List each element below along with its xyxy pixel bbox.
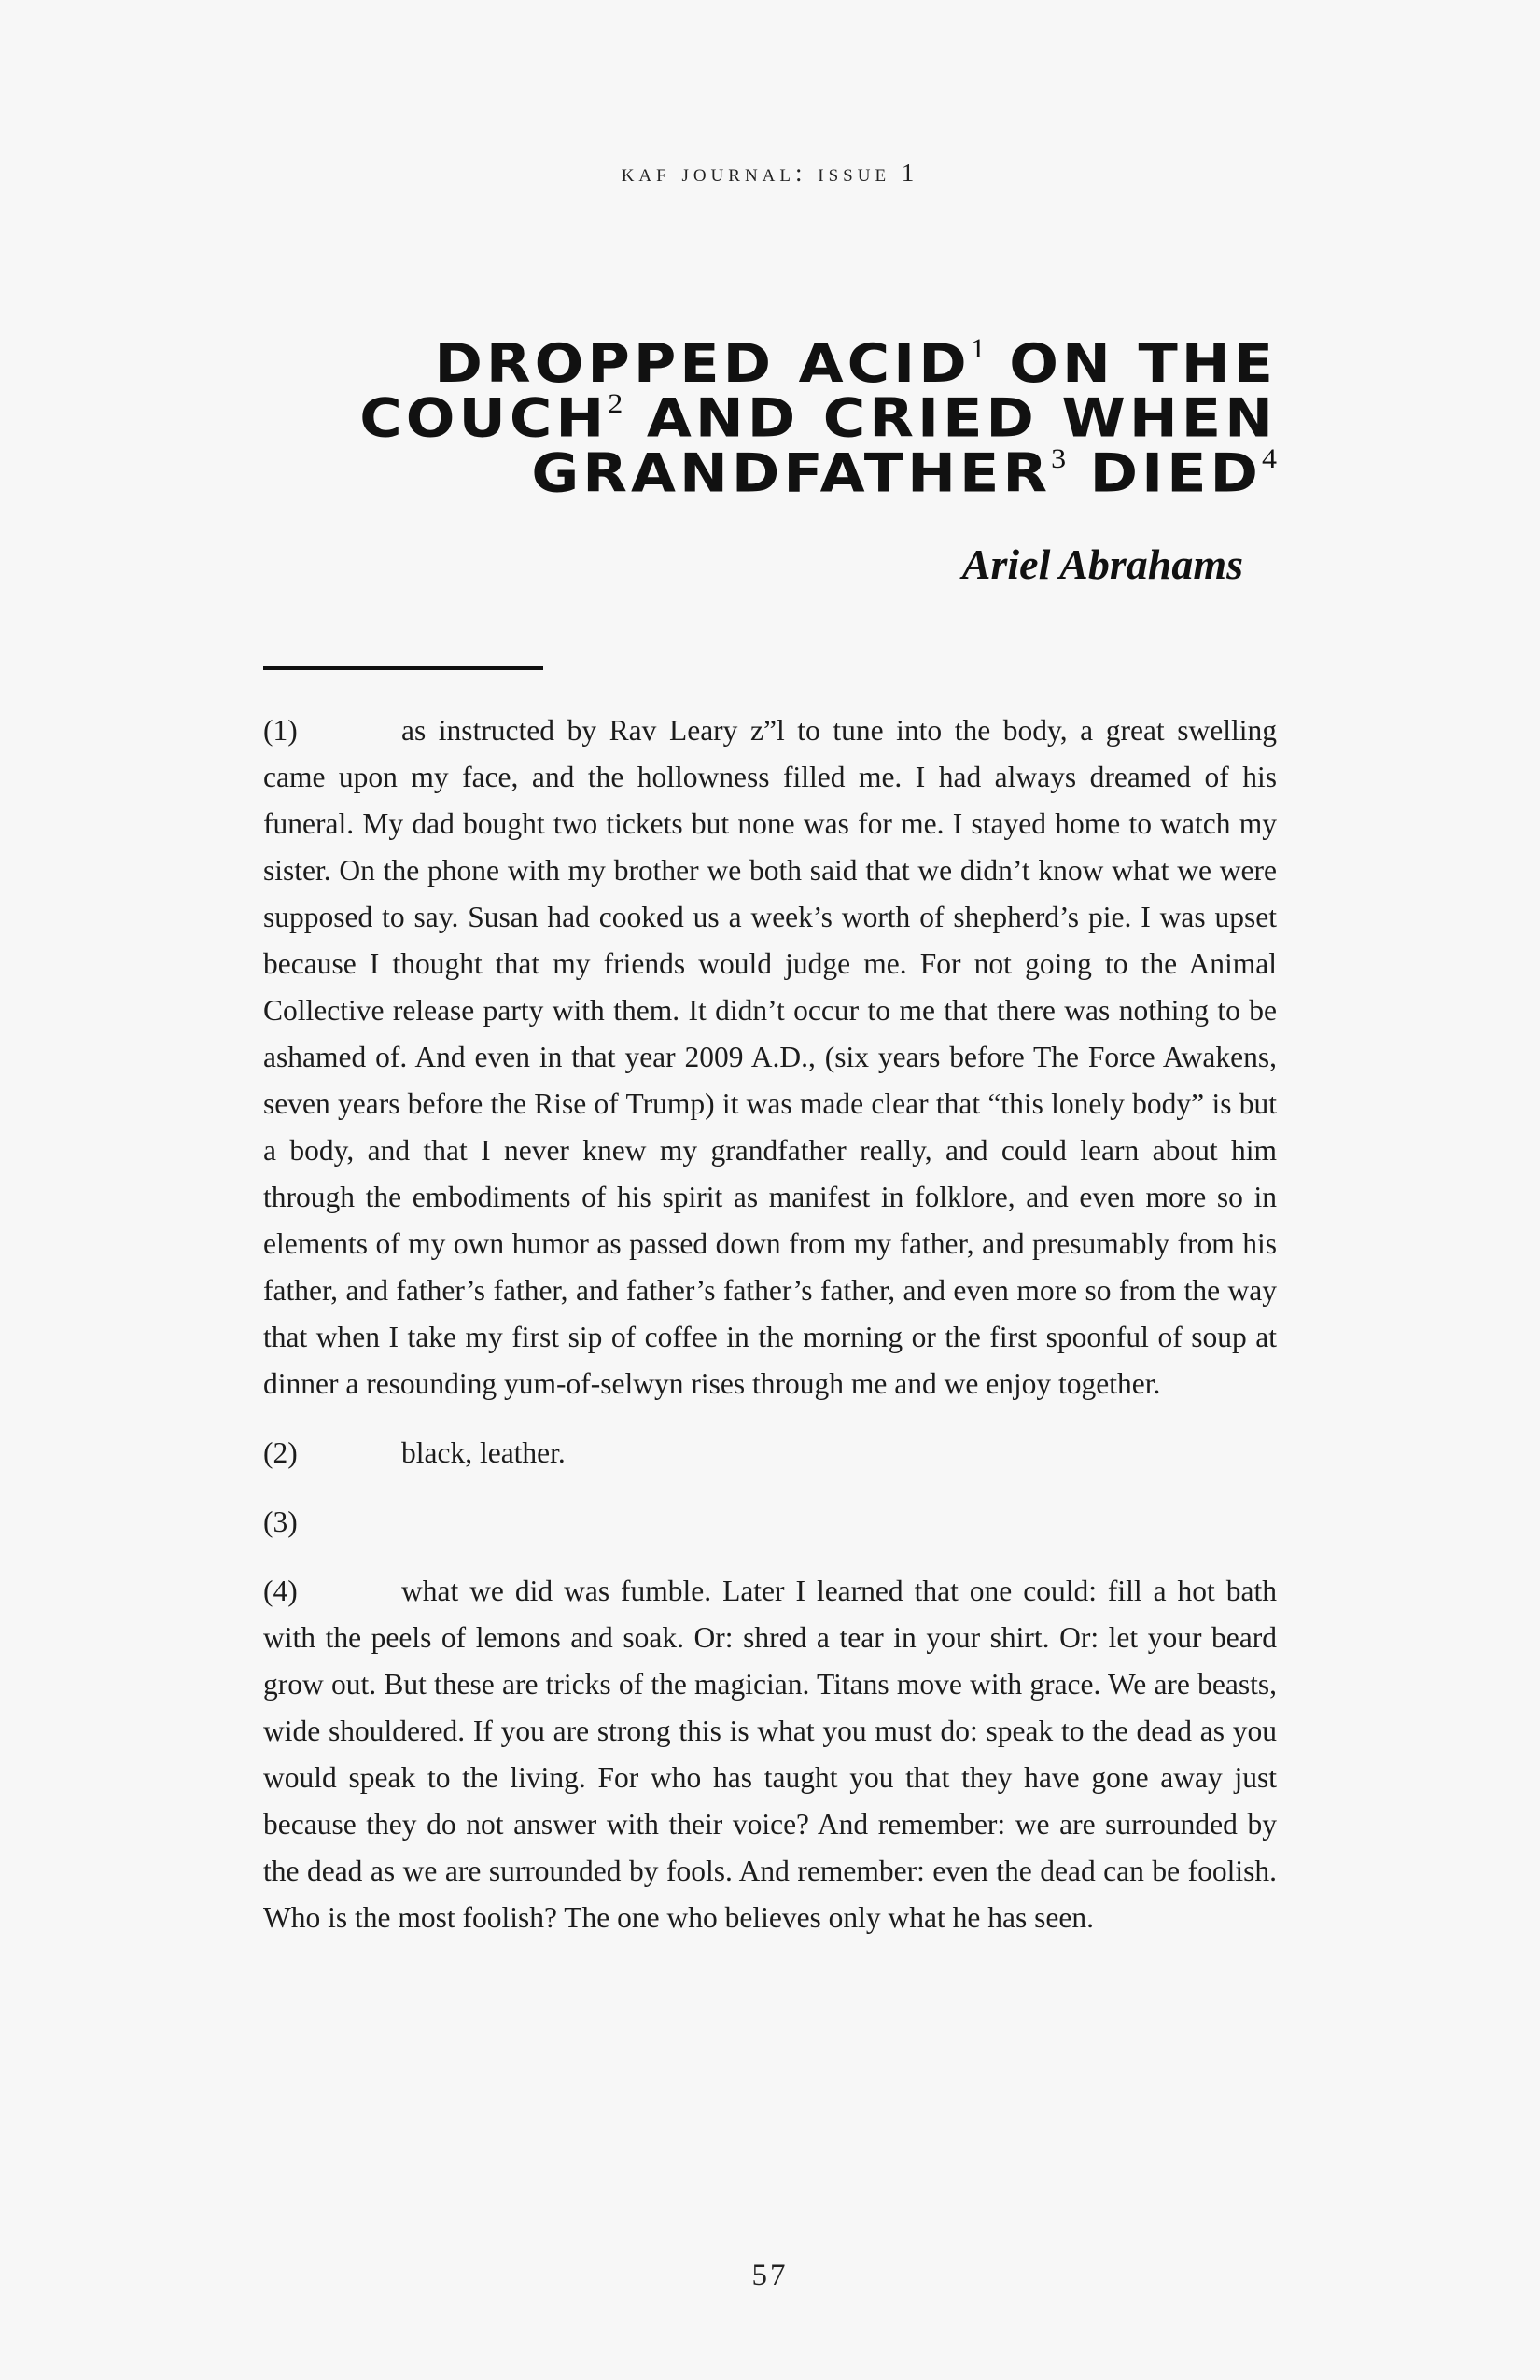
footnote-marker-3: 3	[1051, 441, 1067, 473]
footnote-divider	[263, 666, 543, 670]
footnote-4	[263, 1568, 1277, 1941]
title-segment: ON THE	[985, 330, 1277, 395]
page-number: 57	[751, 2259, 789, 2292]
title-line-2	[308, 385, 1277, 449]
title-line-3	[308, 441, 1277, 504]
footnote-marker-2: 2	[608, 386, 623, 418]
running-head: kaf journal: issue 1	[621, 159, 919, 187]
footnote-number: (1)	[263, 714, 298, 747]
title-segment: DROPPED ACID	[434, 330, 971, 395]
title-segment: AND CRIED WHEN	[623, 385, 1277, 449]
footnote-text: black, leather.	[401, 1436, 566, 1469]
footnote-number: (2)	[263, 1436, 298, 1469]
title-segment: COUCH	[359, 385, 609, 449]
footnote-text: as instructed by Rav Leary z”l to tune into the body, a great swelling came upon my face, and the hollowness filled me. I had always dreamed of his funeral. My dad bought two tickets but none was for me. I stayed home to watch my sister. On the phone with my brother we both said that we didn’t know what we were supposed to say. Susan had cooked us a week’s worth of shepherd’s pie. I was upset because I thought that my friends would judge me. For not going to the Animal Collective release party with them. It didn’t occur to me that there was nothing to be ashamed of. And even in that year 2009 A.D., (six years before The Force Awakens, seven years before the Rise of Trump) it was made clear that “this lonely body” is but a body, and that I never knew my grandfather really, and could learn about him through the embodiments of his spirit as manifest in folklore, and even more so in elements of my own humor as passed down from my father, and presumably from his father, and father’s father, and father’s father’s father, and even more so from the way that when I take my first sip of coffee in the morning or the first spoonful of soup at dinner a resounding yum-of-selwyn rises through me and we enjoy together.	[263, 714, 1277, 1400]
footnote-3	[263, 1499, 1277, 1546]
footnote-marker-1: 1	[970, 331, 986, 363]
title-line-1	[308, 330, 1277, 395]
footnote-marker-4: 4	[1262, 441, 1277, 473]
footnotes	[263, 707, 1277, 1964]
footnote-2	[263, 1430, 1277, 1477]
footnote-text: what we did was fumble. Later I learned that one could: fill a hot bath with the peels of lemons and soak. Or: shred a tear in your shirt. Or: let your beard grow out. But these are tricks of the magician. Titans move with grace. We are beasts, wide shouldered. If you are strong this is what you must do: speak to the dead as you would speak to the living. For who has taught you that they have gone away just because they do not answer with their voice? And remember: we are surrounded by the dead as we are surrounded by fools. And remember: even the dead can be foolish. Who is the most foolish? The one who believes only what he has seen.	[263, 1575, 1277, 1934]
footnote-1	[263, 707, 1277, 1407]
footnote-number: (3)	[263, 1505, 298, 1538]
author-byline: Ariel Abrahams	[961, 540, 1243, 588]
footnote-number: (4)	[263, 1575, 298, 1607]
article-title	[308, 330, 1277, 504]
title-segment: DIED	[1066, 441, 1262, 504]
title-segment: GRANDFATHER	[531, 441, 1052, 504]
